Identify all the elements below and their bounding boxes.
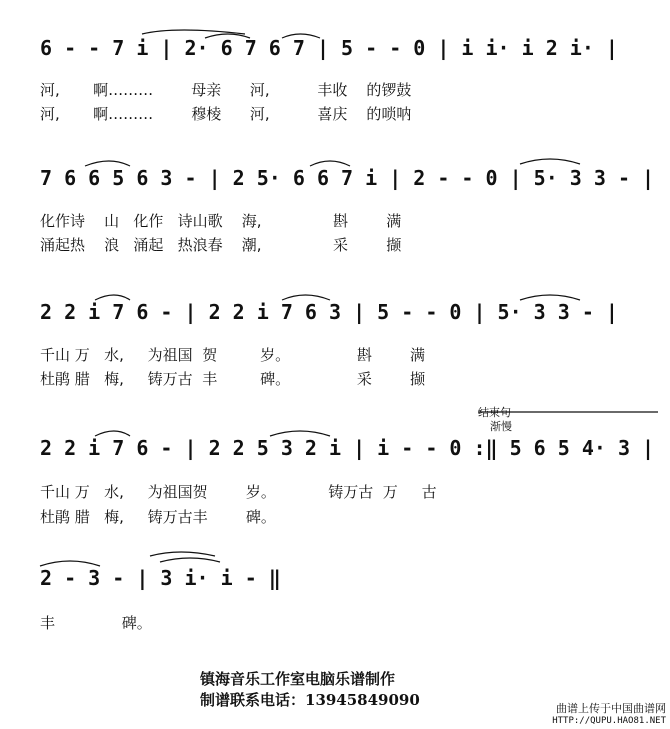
slur-mark — [150, 552, 215, 556]
lyric-line-3a: 千山 万 水, 为祖国 贺 岁。 斟 满 — [40, 346, 426, 364]
lyric-line-2b: 涌起热 浪 涌起 热浪春 潮, 采 撷 — [40, 236, 402, 254]
slur-mark — [270, 431, 330, 436]
slur-mark — [520, 159, 580, 164]
slur-mark — [310, 161, 350, 166]
lyric-line-3b: 杜鹃 腊 梅, 铸万古 丰 碑。 采 撷 — [40, 370, 426, 388]
lyric-line-4a: 千山 万 水, 为祖国贺 岁。 铸万古 万 古 — [40, 483, 437, 501]
notation-line-5: 2 - 3 - | 3 i· i - ‖ — [40, 566, 281, 590]
lyric-line-1a: 河, 啊……… 母亲 河, 丰收 的锣鼓 — [40, 81, 412, 99]
lyric-line-5: 丰 碑。 — [40, 614, 152, 632]
notation-line-4: 2 2 i 7 6 - | 2 2 5 3 2 i | i - - 0 :‖ 5 6 5 4· 3 | — [40, 436, 655, 460]
slur-mark — [95, 295, 130, 300]
slur-mark — [282, 295, 330, 300]
slur-mark — [282, 34, 320, 38]
notation-line-2: 7 6 6 5 6 3 - | 2 5· 6 6 7 i | 2 - - 0 | 5· 3 3 - | — [40, 166, 655, 190]
slur-mark — [95, 431, 130, 436]
watermark-text: 曲谱上传于中国曲谱网 — [556, 702, 666, 715]
slur-mark — [205, 34, 250, 38]
slur-mark — [142, 30, 245, 34]
footer-producer: 镇海音乐工作室电脑乐谱制作 — [200, 670, 396, 688]
slur-mark — [40, 561, 100, 566]
lyric-line-2a: 化作诗 山 化作 诗山歌 海, 斟 满 — [40, 212, 402, 230]
lyric-line-4b: 杜鹃 腊 梅, 铸万古丰 碑。 — [40, 508, 276, 526]
watermark-url: HTTP://QUPU.HAO81.NET — [552, 716, 666, 726]
slur-mark — [160, 558, 220, 562]
lyric-line-1b: 河, 啊……… 穆棱 河, 喜庆 的唢呐 — [40, 105, 412, 123]
slur-mark — [520, 295, 580, 300]
slur-mark — [85, 161, 130, 166]
notation-line-3: 2 2 i 7 6 - | 2 2 i 7 6 3 | 5 - - 0 | 5· 3 3 - | — [40, 300, 618, 324]
notation-line-1: 6 - - 7 i | 2· 6 7 6 7 | 5 - - 0 | i i· i 2 i· | — [40, 36, 618, 60]
annotation-ending: 结束句 — [478, 406, 511, 419]
footer-contact: 制谱联系电话：13945849090 — [200, 691, 420, 709]
annotation-ritardando: 渐慢 — [490, 420, 512, 433]
